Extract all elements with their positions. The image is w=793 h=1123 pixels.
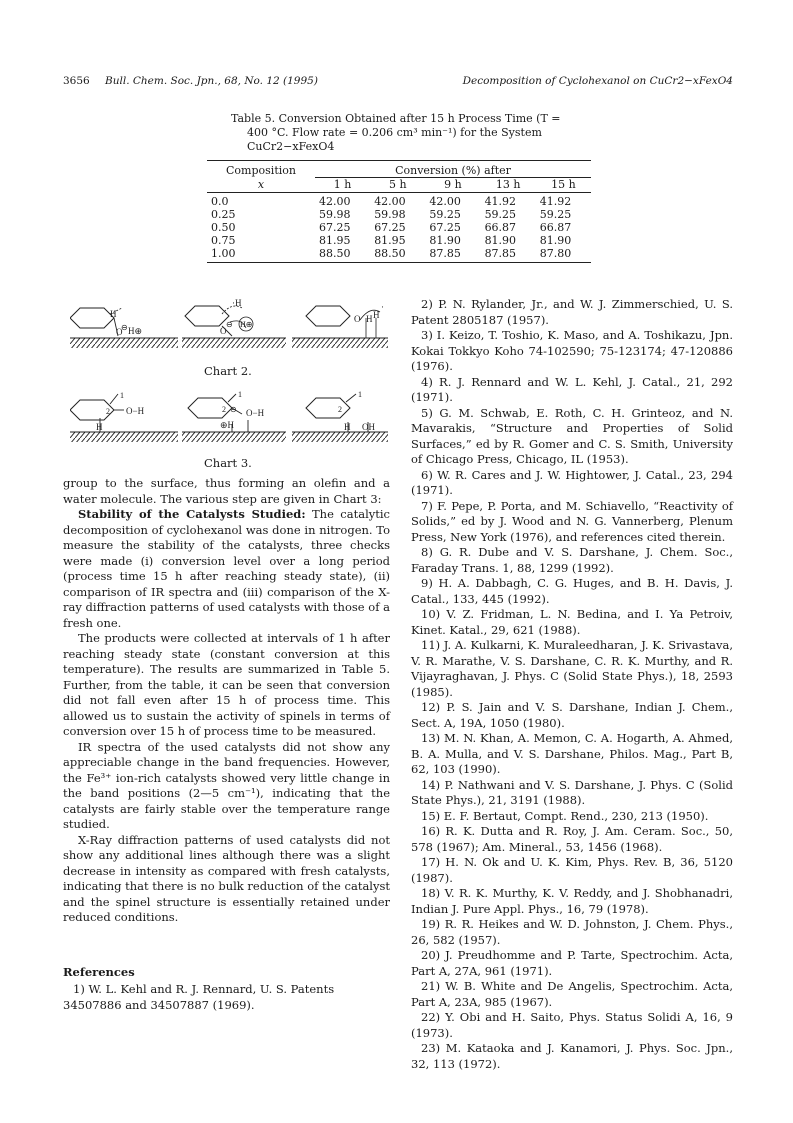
page-number: 3656	[63, 75, 90, 87]
table-caption-line: CuCr2−xFexO4	[247, 140, 335, 153]
reference-item: 10) V. Z. Fridman, L. N. Bedina, and I. Ya Petroiv, Kinet. Katal., 29, 621 (1988).	[411, 607, 733, 637]
atom-label: H	[96, 422, 103, 432]
value-cell: 67.25	[374, 221, 406, 234]
references-heading: References	[63, 965, 135, 979]
value-cell: 87.85	[481, 247, 536, 263]
value-cell: 41.92	[536, 193, 591, 209]
references-list	[411, 297, 733, 1072]
reference-item: 2) P. N. Rylander, Jr., and W. J. Zimmerschied, U. S. Patent 2805187 (1957).	[411, 297, 733, 327]
chart3-structure-1	[70, 391, 178, 442]
reference-item: 17) H. N. Ok and U. K. Kim, Phys. Rev. B, 36, 5120 (1987).	[411, 855, 733, 885]
reference-item: 1) W. L. Kehl and R. J. Rennard, U. S. Patents 34507886 and 34507887 (1969).	[63, 982, 335, 1012]
position-label: 2	[338, 405, 342, 414]
x-cell: 0.25	[211, 208, 236, 221]
journal-citation: Bull. Chem. Soc. Jpn., 68, No. 12 (1995)	[105, 75, 318, 87]
paragraph: The products were collected at intervals of 1 h after reaching steady state (constant conversion at this temperature). The results are summarized in Table 5. Further, from the table, it can be seen that conversion did not fall even after 15 h of process time. This allowed us to sustain the activity of spinels in terms of conversion over 15 h of process time to be measured.	[63, 631, 390, 738]
chart-3-scheme	[70, 390, 390, 452]
x-cell: 0.50	[211, 221, 236, 234]
value-cell: 81.95	[374, 234, 406, 247]
value-cell: 87.80	[536, 247, 591, 263]
reference-item: 4) R. J. Rennard and W. L. Kehl, J. Catal., 21, 292 (1971).	[411, 374, 733, 404]
reference-item: 6) W. R. Cares and J. W. Hightower, J. Catal., 23, 294 (1971).	[411, 467, 733, 497]
conversion-table	[207, 160, 591, 263]
atom-label: H	[366, 314, 373, 324]
table-row	[207, 193, 591, 209]
value-cell: 81.90	[484, 234, 517, 247]
value-cell: 81.95	[319, 234, 351, 247]
value-cell: 59.98	[374, 208, 406, 221]
position-label: 1	[120, 391, 124, 400]
table-row	[207, 221, 591, 234]
table-row	[207, 208, 591, 221]
value-cell: 42.00	[315, 193, 370, 209]
table-caption	[231, 112, 586, 154]
conversion-header: Conversion (%) after	[315, 161, 591, 178]
value-cell: 59.98	[319, 208, 351, 221]
atom-label: H	[344, 422, 351, 432]
reference-item: 3) I. Keizo, T. Toshio, K. Maso, and A. Toshikazu, Jpn. Kokai Tokkyo Koho 74-102590; 75-123174; 47-120886 (1976).	[411, 328, 733, 373]
time-header: 13 h	[481, 178, 536, 193]
paragraph: group to the surface, thus forming an olefin and a water molecule. The various step are given in Chart 3:	[63, 476, 390, 506]
time-header: 9 h	[425, 178, 480, 193]
charge-label: ⊖	[226, 320, 233, 329]
reference-item: 18) V. R. K. Murthy, K. V. Reddy, and J. Shobhanadri, Indian J. Pure Appl. Phys., 16, 79 (1978).	[411, 886, 733, 916]
position-label: 2	[106, 407, 110, 416]
position-label: 2	[222, 405, 226, 414]
reference-item: 15) E. F. Bertaut, Compt. Rend., 230, 213 (1950).	[421, 808, 709, 823]
chart3-structure-3	[292, 390, 388, 442]
table-row	[207, 234, 591, 247]
reference-item: 14) P. Nathwani and V. S. Darshane, J. Phys. C (Solid State Phys.), 21, 3191 (1988).	[411, 777, 733, 807]
chart2-structure-3	[292, 302, 388, 348]
value-cell: 59.25	[484, 208, 517, 221]
table-row	[207, 247, 591, 263]
table-caption-line: Table 5. Conversion Obtained after 15 h Process Time (T =	[231, 112, 561, 125]
value-cell: 88.50	[315, 247, 370, 263]
chart-2-scheme	[70, 296, 390, 360]
radical-label: ·	[381, 302, 384, 312]
value-cell: 41.92	[481, 193, 536, 209]
running-title: Decomposition of Cyclohexanol on CuCr2−xFexO4	[462, 75, 733, 87]
left-column-text	[63, 476, 390, 926]
charge-label: ⊖	[230, 405, 237, 414]
value-cell: 67.25	[319, 221, 351, 234]
x-header: x	[207, 178, 315, 193]
reference-item: 23) M. Kataoka and J. Kanamori, J. Phys. Soc. Jpn., 32, 113 (1972).	[411, 1041, 733, 1071]
x-cell: 1.00	[207, 247, 315, 263]
chart3-structure-2	[182, 390, 286, 442]
position-label: 1	[358, 390, 362, 399]
atom-label: O	[116, 327, 123, 337]
value-cell: 87.85	[425, 247, 480, 263]
atom-label: OH	[362, 422, 375, 432]
value-cell: 81.90	[429, 234, 461, 247]
time-header: 1 h	[315, 178, 370, 193]
position-label: 1	[238, 390, 242, 399]
atom-label: O	[354, 314, 361, 324]
paragraph	[63, 507, 390, 631]
value-cell: 59.25	[539, 208, 572, 221]
running-header	[63, 75, 733, 91]
atom-label: H	[110, 309, 117, 319]
composition-header: Composition	[207, 161, 315, 178]
reference-item: 5) G. M. Schwab, E. Roth, C. H. Grinteoz, and N. Mavarakis, “Structure and Properties of Solid Surfaces,” ed by R. Gomer and C. S. Smith, University of Chicago Press, Chicago, IL (1953).	[411, 405, 733, 466]
reference-item: 22) Y. Obi and H. Saito, Phys. Status Solidi A, 16, 9 (1973).	[411, 1010, 733, 1040]
reference-item: 9) H. A. Dabbagh, C. G. Huges, and B. H. Davis, J. Catal., 133, 445 (1992).	[411, 576, 733, 606]
atom-label: H⊕	[128, 326, 143, 336]
chart-2-caption: Chart 2.	[204, 364, 252, 378]
atom-label: H⊕	[240, 320, 253, 329]
atom-label: O	[220, 326, 227, 336]
atom-label: ·H	[232, 298, 242, 308]
value-cell: 42.00	[370, 193, 425, 209]
reference-item: 8) G. R. Dube and V. S. Darshane, J. Chem. Soc., Faraday Trans. 1, 88, 1299 (1992).	[411, 545, 733, 575]
x-cell: 0.0	[207, 193, 315, 209]
value-cell: 42.00	[425, 193, 480, 209]
atom-label: O−H	[126, 406, 145, 416]
reference-item: 13) M. N. Khan, A. Memon, C. A. Hogarth, A. Ahmed, B. A. Mulla, and V. S. Darshane, Philos. Mag., Part B, 62, 103 (1990).	[411, 731, 733, 776]
x-cell: 0.75	[211, 234, 236, 247]
chart2-structure-1	[70, 308, 178, 348]
charge-label: ⊖	[121, 323, 128, 332]
reference-item: 12) P. S. Jain and V. S. Darshane, Indian J. Chem., Sect. A, 19A, 1050 (1980).	[411, 700, 733, 730]
value-cell: 59.25	[429, 208, 461, 221]
paragraph: IR spectra of the used catalysts did not show any appreciable change in the band frequencies. However, the Fe³⁺ ion-rich catalysts showed very little change in the band positions (2—5 cm⁻¹), indicating that the catalysts are fairly stable over the temperature range studied.	[63, 739, 390, 831]
section-heading: Stability of the Catalysts Studied:	[78, 507, 306, 521]
value-cell: 88.50	[370, 247, 425, 263]
paragraph: X-Ray diffraction patterns of used catalysts did not show any additional lines although there was a slight decrease in intensity as compared with fresh catalysts, indicating that there is no bulk reduction of the catalyst and the spinel structure is essentially retained under reduced conditions.	[63, 832, 390, 924]
value-cell: 81.90	[539, 234, 572, 247]
reference-item: 19) R. R. Heikes and W. D. Johnston, J. Chem. Phys., 26, 582 (1957).	[411, 917, 733, 947]
reference-item: 20) J. Preudhomme and P. Tarte, Spectrochim. Acta, Part A, 27A, 961 (1971).	[411, 948, 733, 978]
value-cell: 66.87	[484, 221, 517, 234]
reference-item: 7) F. Pepe, P. Porta, and M. Schiavello, “Reactivity of Solids,” ed by J. Wood and N. G. Vannerberg, Plenum Press, New York (1976), and references cited therein.	[411, 498, 733, 544]
chart2-structure-2	[182, 298, 286, 348]
value-cell: 66.87	[539, 221, 572, 234]
atom-label: ⊕H	[220, 420, 235, 430]
value-cell: 67.25	[429, 221, 461, 234]
atom-label: O−H	[246, 408, 265, 418]
time-header: 15 h	[536, 178, 591, 193]
reference-item: 11) J. A. Kulkarni, K. Muraleedharan, J. K. Srivastava, V. R. Marathe, V. S. Darshane, C. R. K. Murthy, and R. Vijayraghavan, J. Phys. C (Solid State Phys.), 18, 2593 (1985).	[411, 638, 733, 699]
time-header: 5 h	[370, 178, 425, 193]
chart-3-caption: Chart 3.	[204, 456, 252, 470]
paragraph-text: The catalytic decomposition of cyclohexanol was done in nitrogen. To measure the stability of the catalysts, three checks were made (i) conversion level over a long period (process time 15 h after reaching steady state), (ii) comparison of IR spectra and (iii) comparison of the X-ray diffraction patterns of used catalysts with those of a fresh one.	[63, 507, 390, 630]
table-caption-line: 400 °C. Flow rate = 0.206 cm³ min⁻¹) for the System	[247, 126, 542, 139]
atom-label: H	[373, 310, 380, 320]
reference-item: 16) R. K. Dutta and R. Roy, J. Am. Ceram. Soc., 50, 578 (1967); Am. Mineral., 53, 1456 (1968).	[411, 824, 733, 854]
reference-item: 21) W. B. White and De Angelis, Spectrochim. Acta, Part A, 23A, 985 (1967).	[411, 979, 733, 1009]
